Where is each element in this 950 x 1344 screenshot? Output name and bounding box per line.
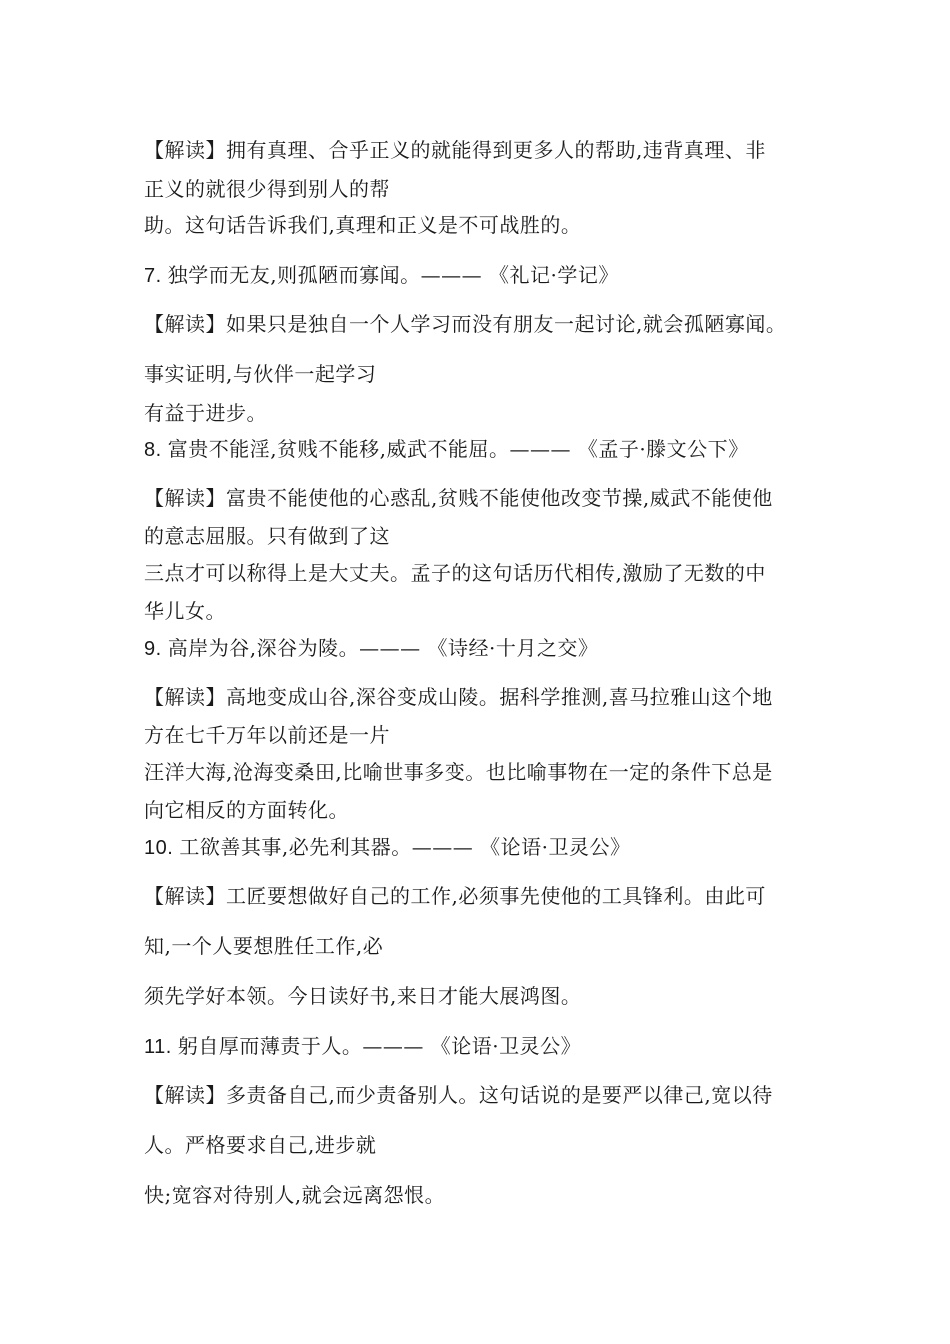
commentary-line: 快;宽容对待别人,就会远离怨恨。 [144,1183,446,1207]
entry-text: 工欲善其事,必先利其器。——— 《论语·卫灵公》 [179,835,631,859]
entry-number: 8. [144,439,162,461]
commentary-line: 三点才可以称得上是大丈夫。孟子的这句话历代相传,激励了无数的中 [144,561,766,585]
entry-number: 11. [144,1036,172,1058]
commentary-line: 有益于进步。 [144,401,267,425]
commentary-line: 方在七千万年以前还是一片 [144,723,390,747]
commentary-line: 【解读】拥有真理、合乎正义的就能得到更多人的帮助,违背真理、非 [144,138,766,162]
quote-entry-10 [144,834,630,861]
commentary-line: 助。这句话告诉我们,真理和正义是不可战胜的。 [144,213,582,237]
entry-text: 躬自厚而薄责于人。——— 《论语·卫灵公》 [177,1034,582,1058]
commentary-line: 人。严格要求自己,进步就 [144,1133,377,1157]
quote-entry-9 [144,635,598,662]
commentary-line: 向它相反的方面转化。 [144,798,349,822]
commentary-line: 知,一个人要想胜任工作,必 [144,934,384,958]
quote-entry-8 [144,436,749,463]
commentary-line: 【解读】工匠要想做好自己的工作,必须事先使他的工具锋利。由此可 [144,884,766,908]
commentary-line: 华儿女。 [144,599,226,623]
entry-number: 10. [144,837,174,859]
commentary-line: 汪洋大海,沧海变桑田,比喻世事多变。也比喻事物在一定的条件下总是 [144,760,773,784]
entry-text: 高岸为谷,深谷为陵。——— 《诗经·十月之交》 [167,636,599,660]
commentary-line: 正义的就很少得到别人的帮 [144,177,390,201]
commentary-line: 【解读】如果只是独自一个人学习而没有朋友一起讨论,就会孤陋寡闻。 [144,312,787,336]
commentary-line: 的意志屈服。只有做到了这 [144,524,390,548]
commentary-line: 须先学好本领。今日读好书,来日才能大展鸿图。 [144,984,582,1008]
entry-text: 富贵不能淫,贫贱不能移,威武不能屈。——— 《孟子·滕文公下》 [167,437,749,461]
commentary-line: 【解读】高地变成山谷,深谷变成山陵。据科学推测,喜马拉雅山这个地 [144,685,773,709]
commentary-line: 【解读】富贵不能使他的心惑乱,贫贱不能使他改变节操,威武不能使他 [144,486,773,510]
entry-text: 独学而无友,则孤陋而寡闻。——— 《礼记·学记》 [167,263,619,287]
commentary-line: 事实证明,与伙伴一起学习 [144,362,377,386]
entry-number: 9. [144,638,162,660]
quote-entry-11 [144,1033,581,1060]
commentary-line: 【解读】多责备自己,而少责备别人。这句话说的是要严以律己,宽以待 [144,1083,773,1107]
entry-number: 7. [144,265,162,287]
quote-entry-7 [144,262,619,289]
